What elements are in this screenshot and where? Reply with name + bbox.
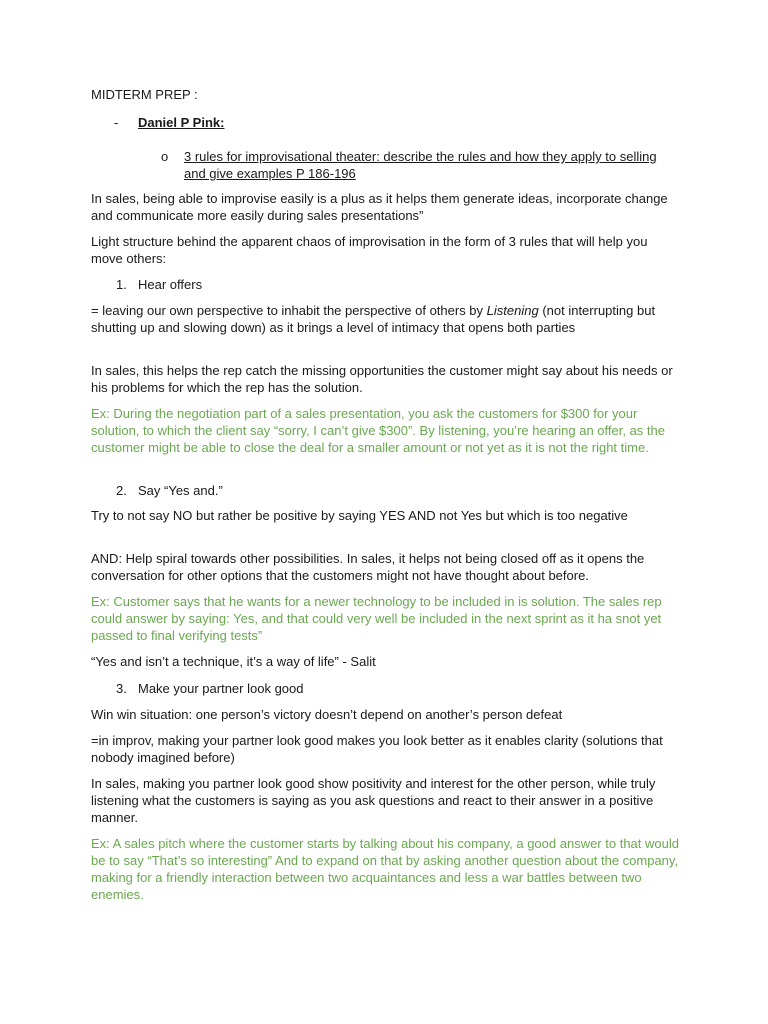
rule-2-and: AND: Help spiral towards other possibilities. In sales, it helps not being closed off as it opens the conversation for other options that the customers might not have thought about before. (91, 551, 645, 583)
rule-number: 3. (116, 681, 127, 696)
rule-2-try: Try to not say NO but rather be positive by saying YES AND not Yes but which is too negative (91, 508, 628, 523)
rule-3-win: Win win situation: one person’s victory doesn’t depend on another’s person defeat (91, 707, 563, 722)
definition-text-end: (not interrupting but shutting up and slowing down) as it brings a level of intimacy that opens both parties (91, 303, 656, 335)
definition-text-start: = leaving our own perspective to inhabit the perspective of others by (91, 303, 487, 318)
rule-label: Hear offers (138, 277, 203, 292)
rule-3-improv: =in improv, making your partner look good makes you look better as it enables clarity (solutions that nobody imagined before) (91, 733, 663, 765)
circle-bullet: o (161, 149, 169, 164)
rule-label: Make your partner look good (138, 681, 304, 696)
rule-number: 2. (116, 483, 127, 498)
section-heading: Daniel P Pink: (138, 115, 225, 130)
dash-bullet: - (114, 115, 119, 130)
listening-emphasis: Listening (486, 303, 539, 318)
rule-3-sales: In sales, making you partner look good show positivity and interest for the other person, while truly listening what the customers is saying as you ask questions and react to their answer in a positive manner. (91, 776, 656, 825)
rule-2-quote: “Yes and isn’t a technique, it’s a way of life” - Salit (91, 654, 376, 669)
intro-paragraph: In sales, being able to improvise easily is a plus as it helps them generate ideas, incorporate change and communicate more easily during sales presentations” (91, 191, 668, 223)
rule-3-example: Ex: A sales pitch where the customer starts by talking about his company, a good answer to that would be to say “That’s so interesting” And to expand on that by asking another question about the company, making for a friendly interaction between two acquaintances and less a war battles between two enemies. (91, 836, 679, 902)
rule-2-example: Ex: Customer says that he wants for a newer technology to be included in is solution. The sales rep could answer by saying: Yes, and that could very well be included in the next sprint as it ha snot yet passed to final verifying tests” (91, 594, 662, 643)
rule-1-example: Ex: During the negotiation part of a sales presentation, you ask the customers for $300 for your solution, to which the client say “sorry, I can’t give $300”. By listening, you’re hearing an offer, as the customer might be able to close the deal for a smaller amount or not yet as it is not the right time. (91, 406, 665, 455)
structure-paragraph: Light structure behind the apparent chaos of improvisation in the form of 3 rules that will help you move others: (91, 234, 648, 266)
assignment-prompt: 3 rules for improvisational theater: describe the rules and how they apply to selling and give examples P 186-196 (184, 149, 657, 181)
rule-label: Say “Yes and.” (138, 483, 223, 498)
rule-number: 1. (116, 277, 127, 292)
rule-1-sales: In sales, this helps the rep catch the missing opportunities the customer might say about his needs or his problems for which the rep has the solution. (91, 363, 673, 395)
rule-1-definition (91, 302, 681, 336)
page-title: MIDTERM PREP : (91, 87, 198, 102)
